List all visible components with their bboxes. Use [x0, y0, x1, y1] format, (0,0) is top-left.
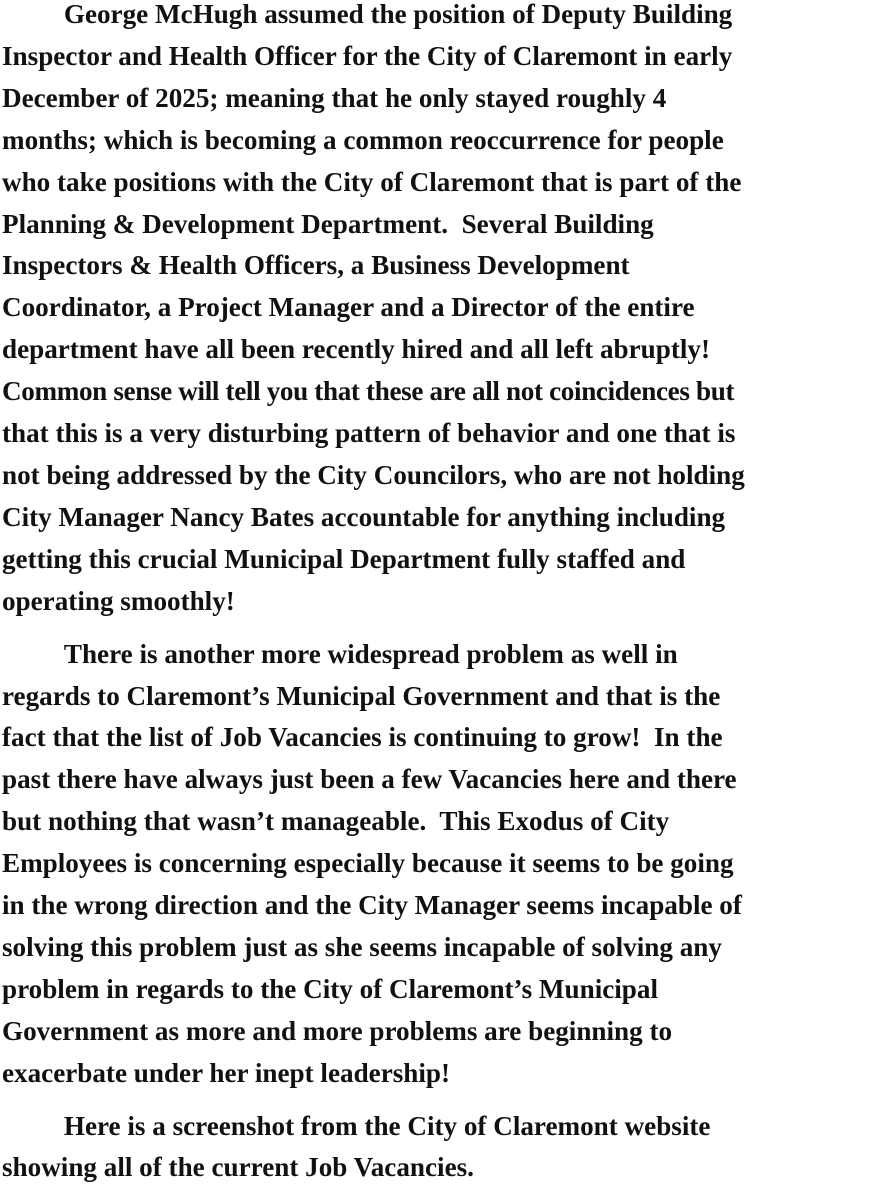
text-line: Coordinator, a Project Manager and a Director of the entire: [2, 292, 695, 323]
text-line: Government as more and more problems are beginning to: [2, 1015, 673, 1046]
text-line: who take positions with the City of Claremont that is part of the: [2, 166, 742, 197]
text-line: in the wrong direction and the City Manager seems incapable of: [2, 890, 742, 921]
paragraph-1: [2, 0, 880, 623]
text-line: not being addressed by the City Councilors, who are not holding: [2, 459, 745, 490]
text-line: Here is a screenshot from the City of Claremont website: [63, 1110, 711, 1141]
text-line: solving this problem just as she seems incapable of solving any: [2, 931, 722, 962]
text-line: Planning & Development Department. Several Building: [2, 208, 654, 239]
text-line: fact that the list of Job Vacancies is continuing to grow! In the: [2, 722, 723, 753]
text-line: December of 2025; meaning that he only stayed roughly 4: [2, 82, 667, 113]
text-line: Inspectors & Health Officers, a Business Development: [2, 250, 630, 281]
text-line: Common sense will tell you that these are all not coincidences but: [2, 376, 735, 407]
text-line: exacerbate under her inept leadership!: [2, 1057, 451, 1088]
text-line: regards to Claremont’s Municipal Government and that is the: [2, 680, 721, 711]
text-line: department have all been recently hired and all left abruptly!: [2, 334, 710, 365]
text-line: getting this crucial Municipal Department fully staffed and: [2, 543, 686, 574]
text-line: George McHugh assumed the position of Deputy Building: [63, 0, 733, 29]
text-line: Employees is concerning especially because it seems to be going: [2, 848, 734, 879]
paragraph-2: [2, 634, 880, 1095]
text-line: problem in regards to the City of Claremont’s Municipal: [2, 973, 659, 1004]
text-line: There is another more widespread problem as well in: [63, 638, 678, 669]
text-line: months; which is becoming a common reoccurrence for people: [2, 124, 724, 155]
text-line: showing all of the current Job Vacancies.: [2, 1152, 474, 1183]
text-line: City Manager Nancy Bates accountable for anything including: [2, 501, 726, 532]
paragraph-3: [2, 1106, 880, 1189]
text-line: that this is a very disturbing pattern of behavior and one that is: [2, 418, 736, 449]
text-line: but nothing that wasn’t manageable. This Exodus of City: [2, 806, 670, 837]
text-line: operating smoothly!: [2, 585, 235, 616]
text-line: past there have always just been a few Vacancies here and there: [2, 764, 737, 795]
text-line: Inspector and Health Officer for the City of Claremont in early: [2, 40, 733, 71]
